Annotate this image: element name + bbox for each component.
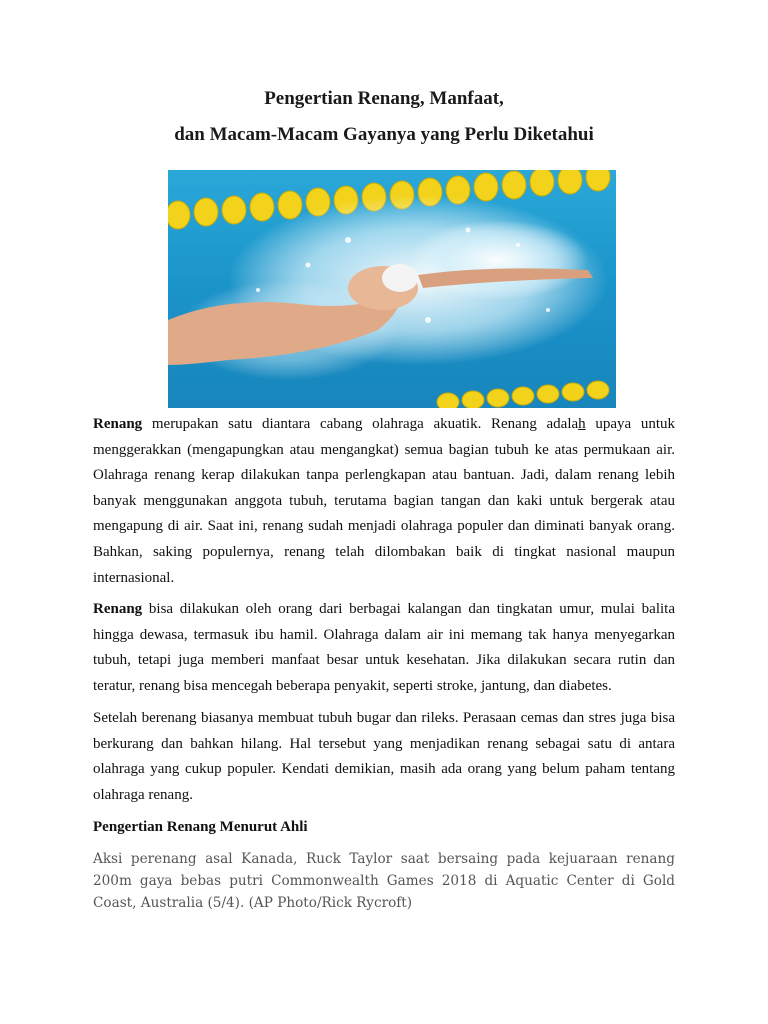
paragraph-1-text-b: upaya untuk menggerakkan (mengapungkan atau mengangkat) semua bagian tubuh ke atas permukaan air. Olahraga renang kerap dilakukan tanpa perlengkapan atau bantuan. Jadi, dalam renang lebih banyak menggunakan anggota tubuh, terutama bagian tangan dan kaki untuk bergerak atau mengapung di air. Saat ini, renang sudah menjadi olahraga populer dan diminati banyak orang. Bahkan, saking populernya, renang telah dilombakan baik di tingkat nasional maupun internasional. bbox=[93, 416, 676, 586]
paragraph-1-underlined: h bbox=[578, 416, 586, 432]
document-title-line-2: dan Macam-Macam Gayanya yang Perlu Diketahui bbox=[174, 124, 594, 145]
section-heading: Pengertian Renang Menurut Ahli bbox=[93, 819, 308, 835]
document-title-line-1: Pengertian Renang, Manfaat, bbox=[264, 88, 504, 109]
photo-caption: Aksi perenang asal Kanada, Ruck Taylor saat bersaing pada kejuaraan renang 200m gaya bebas putri Commonwealth Games 2018 di Aquatic Center di Gold Coast, Australia (5/4). (AP Photo/Rick Rycroft) bbox=[93, 851, 675, 911]
paragraph-2-text: bisa dilakukan oleh orang dari berbagai kalangan dan tingkatan umur, mulai balita hingga dewasa, termasuk ibu hamil. Olahraga dalam air ini memang tak hanya menyegarkan tubuh, tetapi juga memberi manfaat besar untuk kesehatan. Jika dilakukan secara rutin dan teratur, renang bisa mencegah beberapa penyakit, seperti stroke, jantung, dan diabetes. bbox=[93, 601, 675, 694]
paragraph-3: Setelah berenang biasanya membuat tubuh bugar dan rileks. Perasaan cemas dan stres juga bisa berkurang dan bahkan hilang. Hal tersebut yang menjadikan renang sebagai satu di antara olahraga yang cukup populer. Kendati demikian, masih ada orang yang belum paham tentang olahraga renang. bbox=[93, 710, 675, 803]
paragraph-2 bbox=[93, 597, 675, 699]
paragraph-1-bold: Renang bbox=[93, 416, 143, 432]
paragraph-1 bbox=[93, 412, 675, 591]
swimmer-photo bbox=[168, 170, 616, 408]
paragraph-1-text-a: merupakan satu diantara cabang olahraga akuatik. Renang adala bbox=[142, 416, 579, 432]
paragraph-2-bold: Renang bbox=[93, 601, 143, 617]
